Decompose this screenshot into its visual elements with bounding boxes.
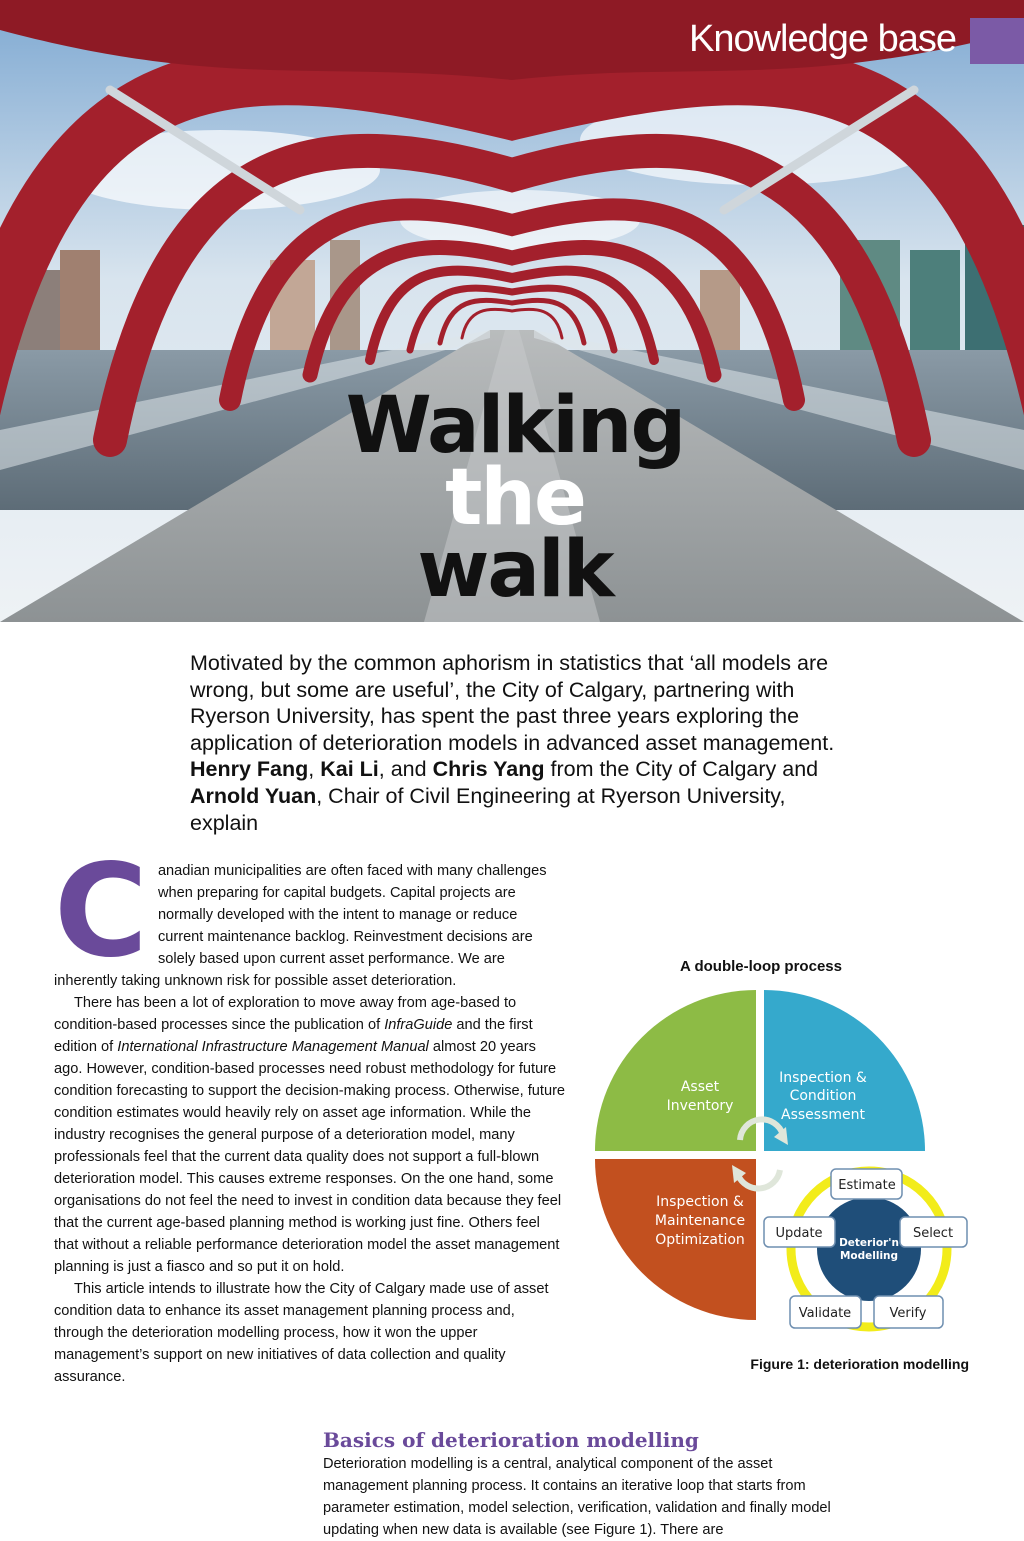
author-arnold-yuan: Arnold Yuan: [190, 783, 317, 808]
subsection-body: [323, 1453, 843, 1541]
standfirst: [190, 650, 850, 836]
step-select: [900, 1217, 967, 1247]
step-update-label: Update: [775, 1226, 823, 1241]
standfirst-sep-1: ,: [308, 757, 321, 782]
body-paragraph-1-text: anadian municipalities are often faced with many challenges when preparing for capital budgets. Capital projects are normally developed with the intent to manage or reduce current maintenance backlog. Reinvestment decisions are solely based upon current asset performance. We are inherently taking unknown risk for possible asset deterioration.: [54, 863, 547, 989]
body-paragraph-1: [54, 837, 566, 992]
figure-caption: Figure 1: deterioration modelling: [750, 1356, 969, 1372]
maintenance-line-1: Inspection &: [656, 1194, 744, 1210]
figure-title: A double-loop process: [680, 958, 842, 975]
double-loop-diagram: [590, 985, 980, 1335]
author-kai-li: Kai Li: [320, 757, 379, 782]
standfirst-sep-2: , and: [378, 757, 433, 782]
step-estimate: [831, 1169, 902, 1199]
modelling-center: [817, 1197, 921, 1301]
author-chris-yang: Chris Yang: [432, 757, 545, 782]
step-verify-label: Verify: [889, 1306, 927, 1321]
author-henry-fang: Henry Fang: [190, 757, 309, 782]
body-paragraph-2-a: There has been a lot of exploration to move away from age-based to condition-based processes since the publication of: [54, 995, 517, 1033]
modelling-center-line-2: Modelling: [839, 1250, 899, 1262]
title-infraguide: InfraGuide: [384, 1017, 453, 1033]
body-paragraph-2: [54, 992, 566, 1278]
maintenance-line-2: Maintenance: [654, 1213, 746, 1229]
headline-line-3: walk: [417, 525, 613, 615]
section-label: Knowledge base: [689, 18, 956, 60]
step-estimate-label: Estimate: [838, 1178, 896, 1193]
step-validate-label: Validate: [798, 1306, 852, 1321]
figure-diagram: [590, 985, 980, 1335]
maintenance-line-3: Optimization: [655, 1232, 745, 1248]
headline-line-1: Walking: [345, 381, 685, 471]
body-column: [54, 837, 566, 1388]
asset-inventory-line-2: Inventory: [666, 1098, 734, 1114]
title-iimm: International Infrastructure Management Manual: [117, 1039, 429, 1055]
condition-line-2: Condition: [789, 1088, 857, 1104]
hero-image: [0, 0, 1024, 622]
asset-inventory-line-1: Asset: [680, 1079, 720, 1095]
standfirst-text-2: from the City of Calgary and: [544, 757, 819, 782]
standfirst-text-3: , Chair of Civil Engineering at Ryerson University, explain: [190, 783, 786, 835]
body-paragraph-2-c: almost 20 years ago. However, condition-based processes need robust methodology for future condition forecasting to support the decision-making process. Otherwise, future condition estimates would heavily rely on asset age information. While the industry recognises the general purpose of a deterioration model, many professionals feel that the current data quality does not support a full-blown deterioration model. This causes extreme responses. On the one hand, some organisations do not feel the need to invest in condition data because they feel that the current age-based planning method is working just fine. Others feel that without a reliable performance deterioration model the asset management planning is just a fiasco and so put it on hold.: [54, 1039, 566, 1275]
step-update: [764, 1217, 835, 1247]
subsection-heading: Basics of deterioration modelling: [323, 1428, 699, 1452]
condition-line-1: Inspection &: [779, 1070, 867, 1086]
body-paragraph-3: This article intends to illustrate how the City of Calgary made use of asset condition data to enhance its asset management planning process and, through the deterioration modelling process, how it won the upper management’s support on new initiatives of data collection and quality assurance.: [54, 1281, 549, 1385]
headline-line-2: the: [445, 453, 585, 543]
quadrant-asset-inventory: [595, 990, 756, 1151]
step-verify: [874, 1296, 943, 1328]
subsection-paragraph: Deterioration modelling is a central, analytical component of the asset management planning process. It contains an iterative loop that starts from parameter estimation, model selection, verification, validation and finally model updating when new data is available (see Figure 1). There are: [323, 1456, 831, 1538]
condition-line-3: Assessment: [781, 1107, 865, 1123]
step-select-label: Select: [912, 1226, 954, 1241]
step-validate: [790, 1296, 861, 1328]
body-paragraph-2-b: and the first edition of: [54, 1017, 533, 1055]
modelling-center-line-1: Deterior'n: [839, 1237, 899, 1249]
drop-cap: C: [54, 837, 148, 986]
standfirst-text-1: Motivated by the common aphorism in statistics that ‘all models are wrong, but some are useful’, the City of Calgary, partnering with Ryerson University, has spent the past three years exploring the application of deterioration models in advanced asset management.: [190, 651, 835, 755]
headline: [330, 381, 700, 615]
section-tab: [970, 18, 1024, 64]
